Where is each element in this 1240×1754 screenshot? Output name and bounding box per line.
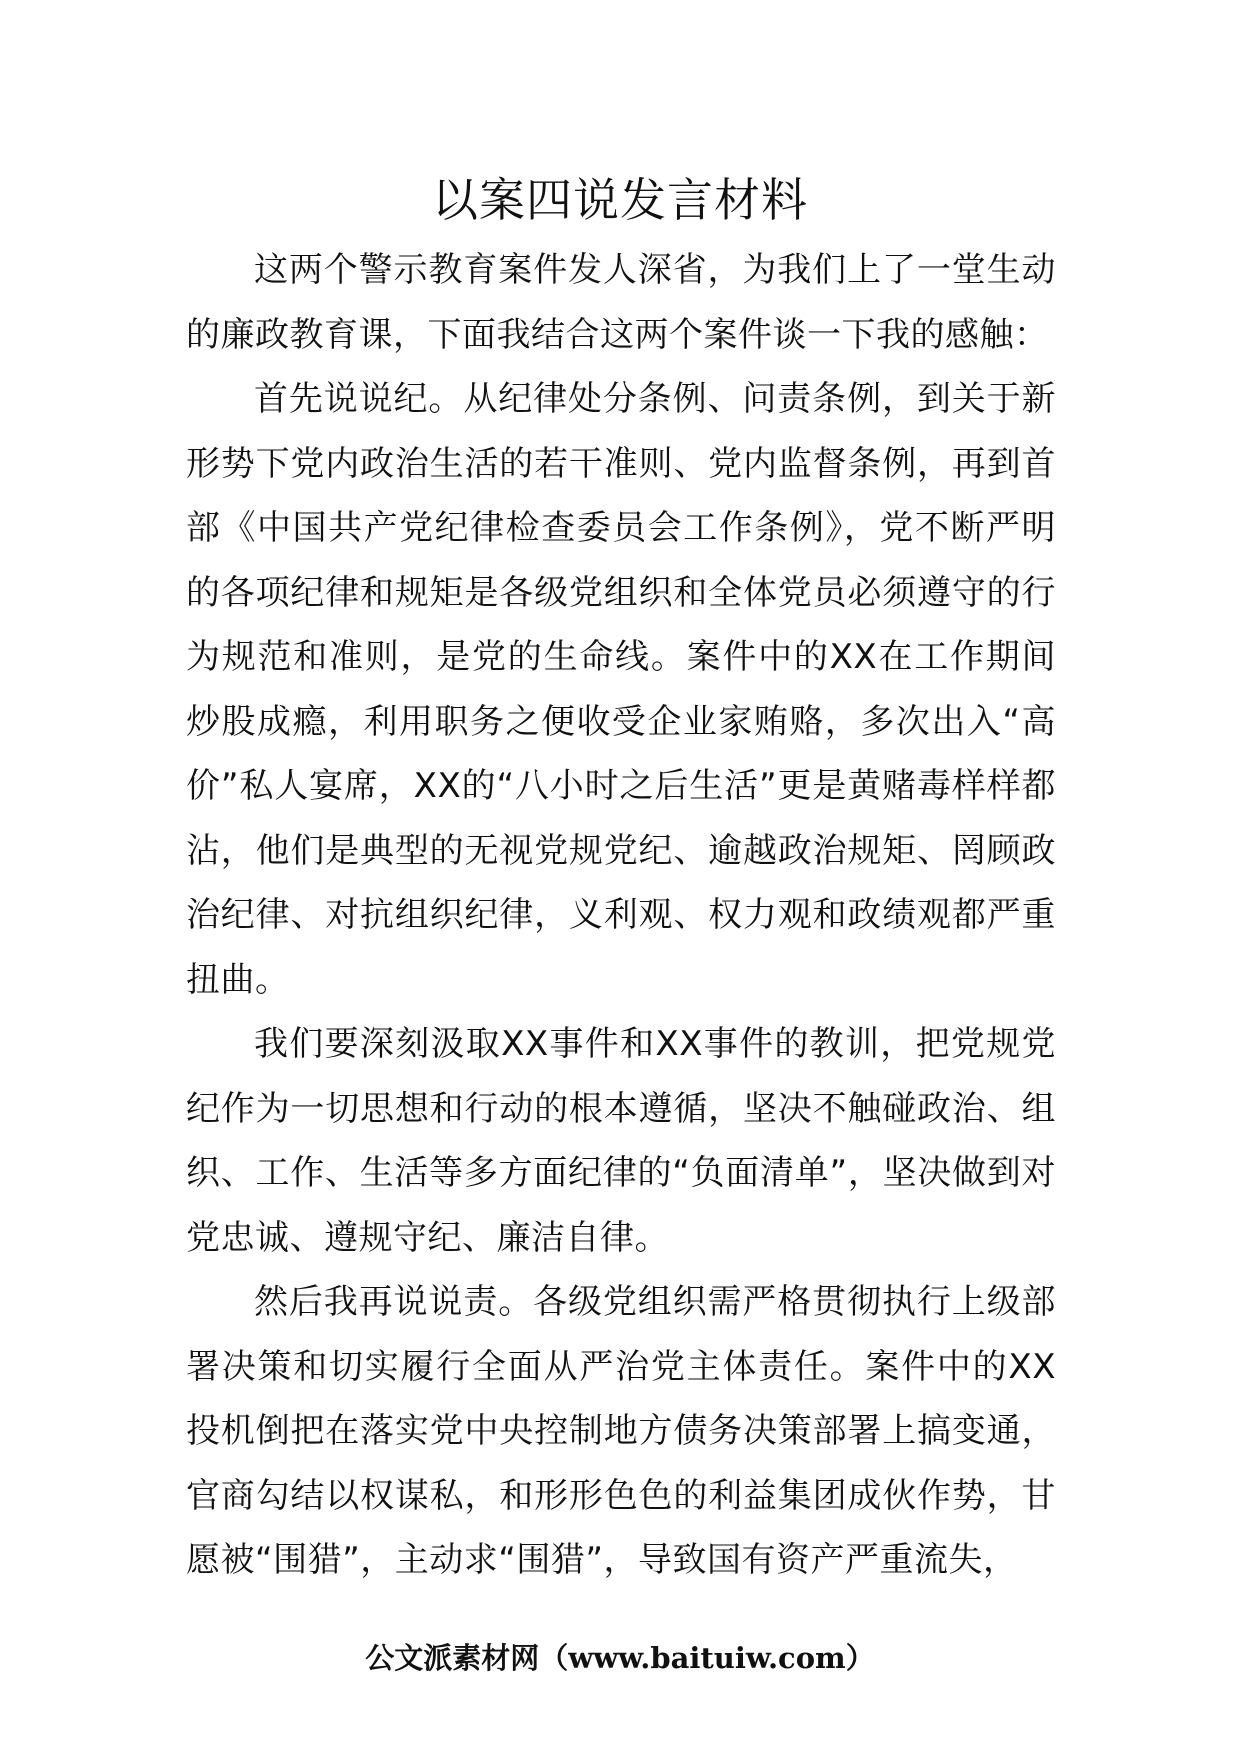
paragraph-responsibility: 然后我再说说责。各级党组织需严格贯彻执行上级部署决策和切实履行全面从严治党主体责任。案件中的XX投机倒把在落实党中央控制地方债务决策部署上搞变通，官商勾结以权谋私，和形形色色的利益集团成伙作势，甘愿被“围猎”，主动求“围猎”，导致国有资产严重流失，	[186, 1282, 1056, 1580]
paragraph-lessons: 我们要深刻汲取XX事件和XX事件的教训，把党规党纪作为一切思想和行动的根本遵循，坚决不触碰政治、组织、工作、生活等多方面纪律的“负面清单”，坚决做到对党忠诚、遵规守纪、廉洁自律。	[186, 1024, 1056, 1258]
footer-watermark: 公文派素材网（www.baituiw.com）	[365, 1641, 875, 1675]
paragraph-discipline: 首先说说纪。从纪律处分条例、问责条例，到关于新形势下党内政治生活的若干准则、党内监督条例，再到首部《中国共产党纪律检查委员会工作条例》，党不断严明的各项纪律和规矩是各级党组织和全体党员必须遵守的行为规范和准则，是党的生命线。案件中的XX在工作期间炒股成瘾，利用职务之便收受企业家贿赂，多次出入“高价”私人宴席，XX的“八小时之后生活”更是黄赌毒样样都沾，他们是典型的无视党规党纪、逾越政治规矩、罔顾政治纪律、对抗组织纪律，义利观、权力观和政绩观都严重扭曲。	[186, 379, 1056, 1000]
document-body	[186, 238, 1056, 1593]
page-title: 以案四说发言材料	[432, 173, 808, 227]
paragraph-intro: 这两个警示教育案件发人深省，为我们上了一堂生动的廉政教育课，下面我结合这两个案件谈一下我的感触：	[186, 250, 1056, 355]
